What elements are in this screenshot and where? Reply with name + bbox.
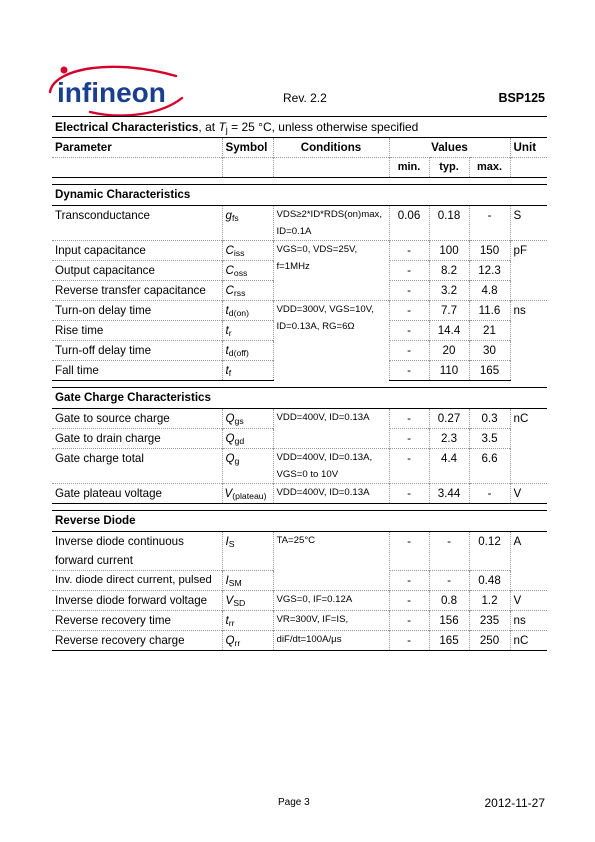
revision: Rev. 2.2 bbox=[283, 91, 327, 105]
col-conditions: Conditions bbox=[273, 138, 389, 158]
table-row: Gate to source charge $Q_{gs}$ VDD=400V, ID=0.13A - 0.27 0.3 nC bbox=[52, 409, 547, 429]
col-min: min. bbox=[389, 158, 429, 178]
table-row: Inverse diode forward voltage $V_{SD}$ VGS=0, IF=0.12A - 0.8 1.2 V bbox=[52, 591, 547, 611]
table-row: Fall time $t_f$ - 110 165 bbox=[52, 361, 547, 381]
table-row: Input capacitance $C_{iss}$ VGS=0, VDS=25V, f=1MHz - 100 150 pF bbox=[52, 241, 547, 261]
subheader-row bbox=[52, 158, 547, 178]
table-row: Reverse recovery time $t_{rr}$ VR=300V, IF=IS, - 156 235 ns bbox=[52, 611, 547, 631]
table-row: Gate plateau voltage $V_{(plateau)}$ VDD=400V, ID=0.13A - 3.44 - V bbox=[52, 484, 547, 504]
col-symbol: Symbol bbox=[222, 138, 273, 158]
logo-text: infineon bbox=[57, 77, 166, 108]
table-row: Inv. diode direct current, pulsed $I_{SM}$ - - 0.48 bbox=[52, 571, 547, 591]
header-rule bbox=[52, 116, 547, 117]
page-number: Page 3 bbox=[278, 797, 310, 808]
col-typ: typ. bbox=[429, 158, 469, 178]
table-row: Transconductance $g_{fs}$ VDS≥2*ID*RDS(on)max, ID=0.1A 0.06 0.18 - S bbox=[52, 206, 547, 241]
part-number: BSP125 bbox=[498, 91, 545, 105]
table-row: Reverse transfer capacitance $C_{rss}$ - 3.2 4.8 bbox=[52, 281, 547, 301]
section-dynamic: Dynamic Characteristics bbox=[52, 185, 547, 206]
table-row: Turn-on delay time $t_{d(on)}$ VDD=300V, VGS=10V, ID=0.13A, RG=6Ω - 7.7 11.6 ns bbox=[52, 301, 547, 321]
table-title: Electrical Characteristics, at $T_j = 25$ °C, unless otherwise specified bbox=[55, 120, 419, 135]
table-row: Reverse recovery charge $Q_{rr}$ diF/dt=100A/µs - 165 250 nC bbox=[52, 631, 547, 651]
section-reverse-diode: Reverse Diode bbox=[52, 511, 547, 532]
table-row: Gate charge total $Q_g$ VDD=400V, ID=0.13A, VGS=0 to 10V - 4.4 6.6 bbox=[52, 449, 547, 484]
infineon-logo bbox=[44, 62, 186, 118]
table-row: Turn-off delay time $t_{d(off)}$ - 20 30 bbox=[52, 341, 547, 361]
table-row: Rise time $t_r$ - 14.4 21 bbox=[52, 321, 547, 341]
header-row bbox=[52, 138, 547, 158]
col-max: max. bbox=[469, 158, 510, 178]
col-unit: Unit bbox=[510, 138, 547, 158]
section-gate-charge: Gate Charge Characteristics bbox=[52, 388, 547, 409]
col-values: Values bbox=[389, 138, 510, 158]
col-parameter: Parameter bbox=[52, 138, 222, 158]
electrical-characteristics-table bbox=[52, 137, 547, 651]
table-row: Gate to drain charge $Q_{gd}$ - 2.3 3.5 bbox=[52, 429, 547, 449]
table-row: Inverse diode continuous forward current $I_S$ TA=25°C - - 0.12 A bbox=[52, 532, 547, 571]
document-date: 2012-11-27 bbox=[484, 796, 545, 810]
table-row: Output capacitance $C_{oss}$ - 8.2 12.3 bbox=[52, 261, 547, 281]
